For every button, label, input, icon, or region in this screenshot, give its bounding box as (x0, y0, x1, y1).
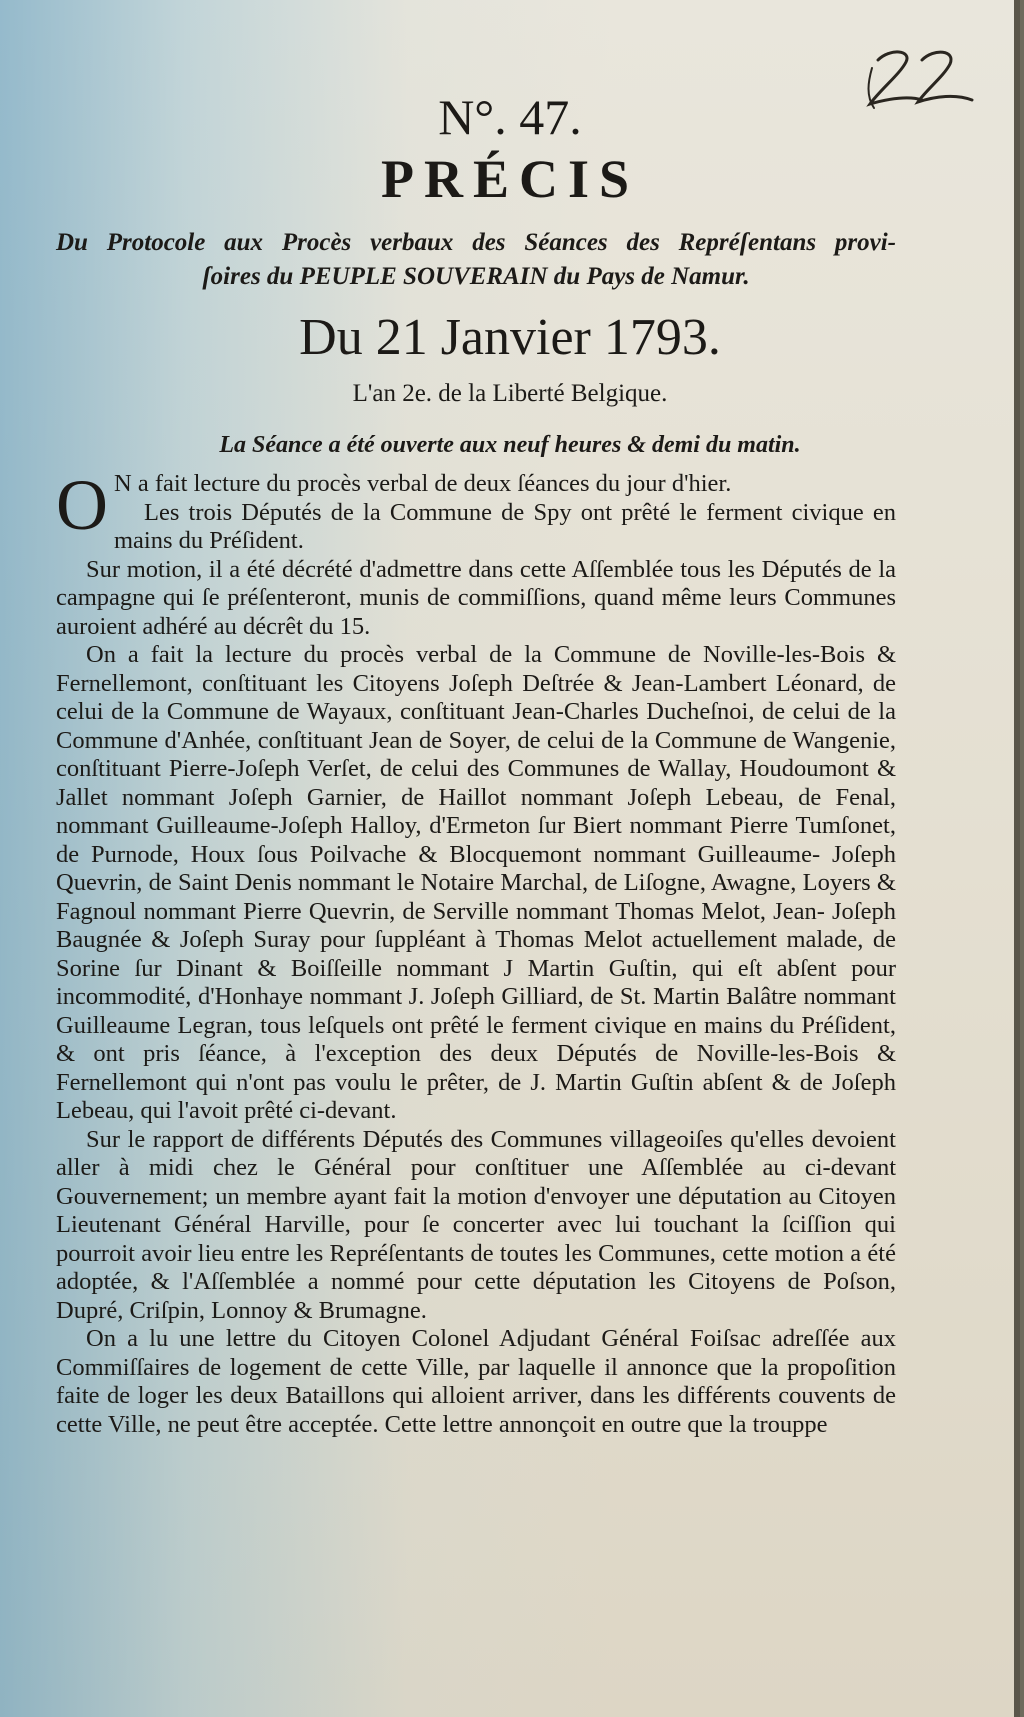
paragraph-2: Les trois Députés de la Commune de Spy ont prêté le ferment civique en mains du Préſident. (114, 498, 896, 554)
subtitle-line-1: Du Protocole aux Procès verbaux des Séances des Repréſentans provi- (56, 229, 896, 256)
drop-cap: O (56, 465, 108, 545)
session-date: Du 21 Janvier 1793. (299, 309, 721, 366)
session-opening: La Séance a été ouverte aux neuf heures & demi du matin. (219, 432, 801, 458)
paragraph-3: Sur motion, il a été décrété d'admettre dans cette Aſſemblée tous les Députés de la campagne qui ſe préſenteront, munis de commiſſions, quand même leurs Communes auroient adhéré au décrêt du 15. (56, 555, 896, 640)
era-line: L'an 2e. de la Liberté Belgique. (352, 380, 668, 407)
document-title: PRÉCIS (380, 149, 640, 209)
paragraph-6: On a lu une lettre du Citoyen Colonel Adjudant Général Foiſsac adreſſée aux Commiſſaires de logement de cette Ville, par laquelle il annonce que la propoſition faite de loger les deux Bataillons qui alloient arriver, dans les différents couvents de cette Ville, ne peut être acceptée. Cette lettre annonçoit en outre que la trouppe (56, 1325, 896, 1438)
page-edge (1014, 0, 1020, 1717)
paragraph-5: Sur le rapport de différents Députés des Communes villageoiſes qu'elles devoient aller à midi chez le Général pour conſtituer une Aſſemblée au ci-devant Gouvernement; un membre ayant fait la motion d'envoyer une députation au Citoyen Lieutenant Général Harville, pour ſe concerter avec lui touchant la ſciſſion qui pourroit avoir lieu entre les Repréſentants de toutes les Communes, cette motion a été adoptée, & l'Aſſemblée a nommé pour cette députation les Citoyens de Poſson, Dupré, Criſpin, Lonnoy & Brumagne. (56, 1125, 896, 1324)
paragraph-1-text: N a fait lecture du procès verbal de deux ſéances du jour d'hier. (114, 470, 732, 497)
document-subtitle (56, 226, 896, 294)
document-body (56, 465, 896, 1439)
paragraph-4: On a fait la lecture du procès verbal de la Commune de Noville-les-Bois & Fernellemont, conſtituant les Citoyens Joſeph Deſtrée & Jean-Lambert Léonard, de celui de la Commune de Wayaux, conſtituant Jean-Charles Ducheſnoi, de celui de la Commune d'Anhée, conſtituant Jean de Soyer, de celui de la Commune de Wangenie, conſtituant Pierre-Joſeph Verſet, de celui des Communes de Wallay, Houdoumont & Jallet nommant Joſeph Garnier, de Haillot nommant Joſeph Lebeau, de Fenal, nommant Guilleaume-Joſeph Halloy, d'Ermeton ſur Biert nommant Pierre Tumſonet, de Purnode, Houx ſous Poilvache & Blocquemont nommant Guilleaume- Joſeph Quevrin, de Saint Denis nommant le Notaire Marchal, de Liſogne, Awagne, Loyers & Fagnoul nommant Pierre Quevrin, de Serville nommant Thomas Melot, Jean- Joſeph Baugnée & Joſeph Suray pour ſuppléant à Thomas Melot actuellement malade, de Sorine ſur Dinant & Boiſſeille nommant J Martin Guſtin, qui eſt abſent pour incommodité, d'Honhaye nommant J. Joſeph Gilliard, de St. Martin Balâtre nommant Guilleaume Legran, tous leſquels ont prêté le ferment civique en mains du Préſident, & ont pris ſéance, à l'exception des deux Députés de Noville-les-Bois & Fernellemont qui n'ont pas voulu le prêter, de J. Martin Guſtin abſent & de Joſeph Lebeau, qui l'avoit prêté ci-devant. (56, 641, 896, 1124)
subtitle-line-2: ſoires du PEUPLE SOUVERAIN du Pays de Namur. (202, 263, 750, 290)
document-number: N°. 47. (438, 89, 582, 145)
